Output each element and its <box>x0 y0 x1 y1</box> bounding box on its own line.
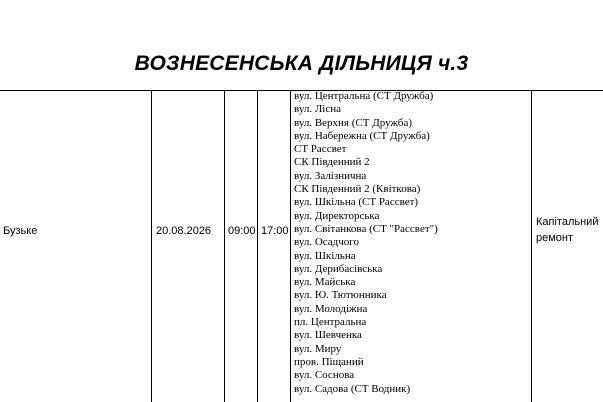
list-item: вул. Центральна (СТ Дружба) <box>294 90 434 102</box>
list-item: вул. Директорська <box>294 209 380 222</box>
list-item: вул. Шкільна <box>294 249 356 262</box>
work-type-line: Капітальний <box>536 216 599 228</box>
column-divider <box>290 90 291 402</box>
start-time-cell: 09:00 <box>228 225 256 237</box>
list-item: пл. Центральна <box>294 316 367 329</box>
list-item: СК Південний 2 <box>294 156 370 169</box>
list-item: вул. Шкільна (СТ Рассвет) <box>294 196 419 209</box>
list-item: СТ Рассвет <box>294 143 347 156</box>
list-item: вул. Миру <box>294 342 342 355</box>
list-item: вул. Шевченка <box>294 329 362 342</box>
column-divider <box>224 90 225 402</box>
list-item: вул. Майська <box>294 276 356 289</box>
list-item: вул. Світанкова (СТ "Рассвет") <box>294 222 438 235</box>
work-type-cell <box>536 214 602 246</box>
page-title: ВОЗНЕСЕНСЬКА ДІЛЬНИЦЯ ч.3 <box>134 52 469 75</box>
list-item: вул. Лісна <box>294 103 341 116</box>
list-item: вул. Набережна (СТ Дружба) <box>294 129 430 142</box>
list-item: пров. Піщаний <box>294 355 364 368</box>
end-time-cell: 17:00 <box>261 225 289 237</box>
streets-list <box>294 90 438 396</box>
list-item: вул. Садова (СТ Водник) <box>294 382 411 395</box>
list-item: вул. Соснова <box>294 369 355 382</box>
list-item: вул. Осадчого <box>294 236 360 249</box>
work-type-line: ремонт <box>536 232 574 244</box>
list-item: вул. Залізнична <box>294 169 367 182</box>
outage-table <box>0 90 603 402</box>
column-divider <box>531 90 532 402</box>
list-item: вул. Ю. Тютюнника <box>294 289 387 302</box>
date-cell: 20.08.2026 <box>156 225 212 237</box>
column-divider <box>151 90 152 402</box>
list-item: СК Південний 2 (Квіткова) <box>294 183 421 196</box>
settlement-cell: Бузьке <box>3 225 38 237</box>
list-item: вул. Молодіжна <box>294 302 368 315</box>
column-divider <box>257 90 258 402</box>
list-item: вул. Верхня (СТ Дружба) <box>294 116 413 129</box>
list-item: вул. Дерибасівська <box>294 262 383 275</box>
